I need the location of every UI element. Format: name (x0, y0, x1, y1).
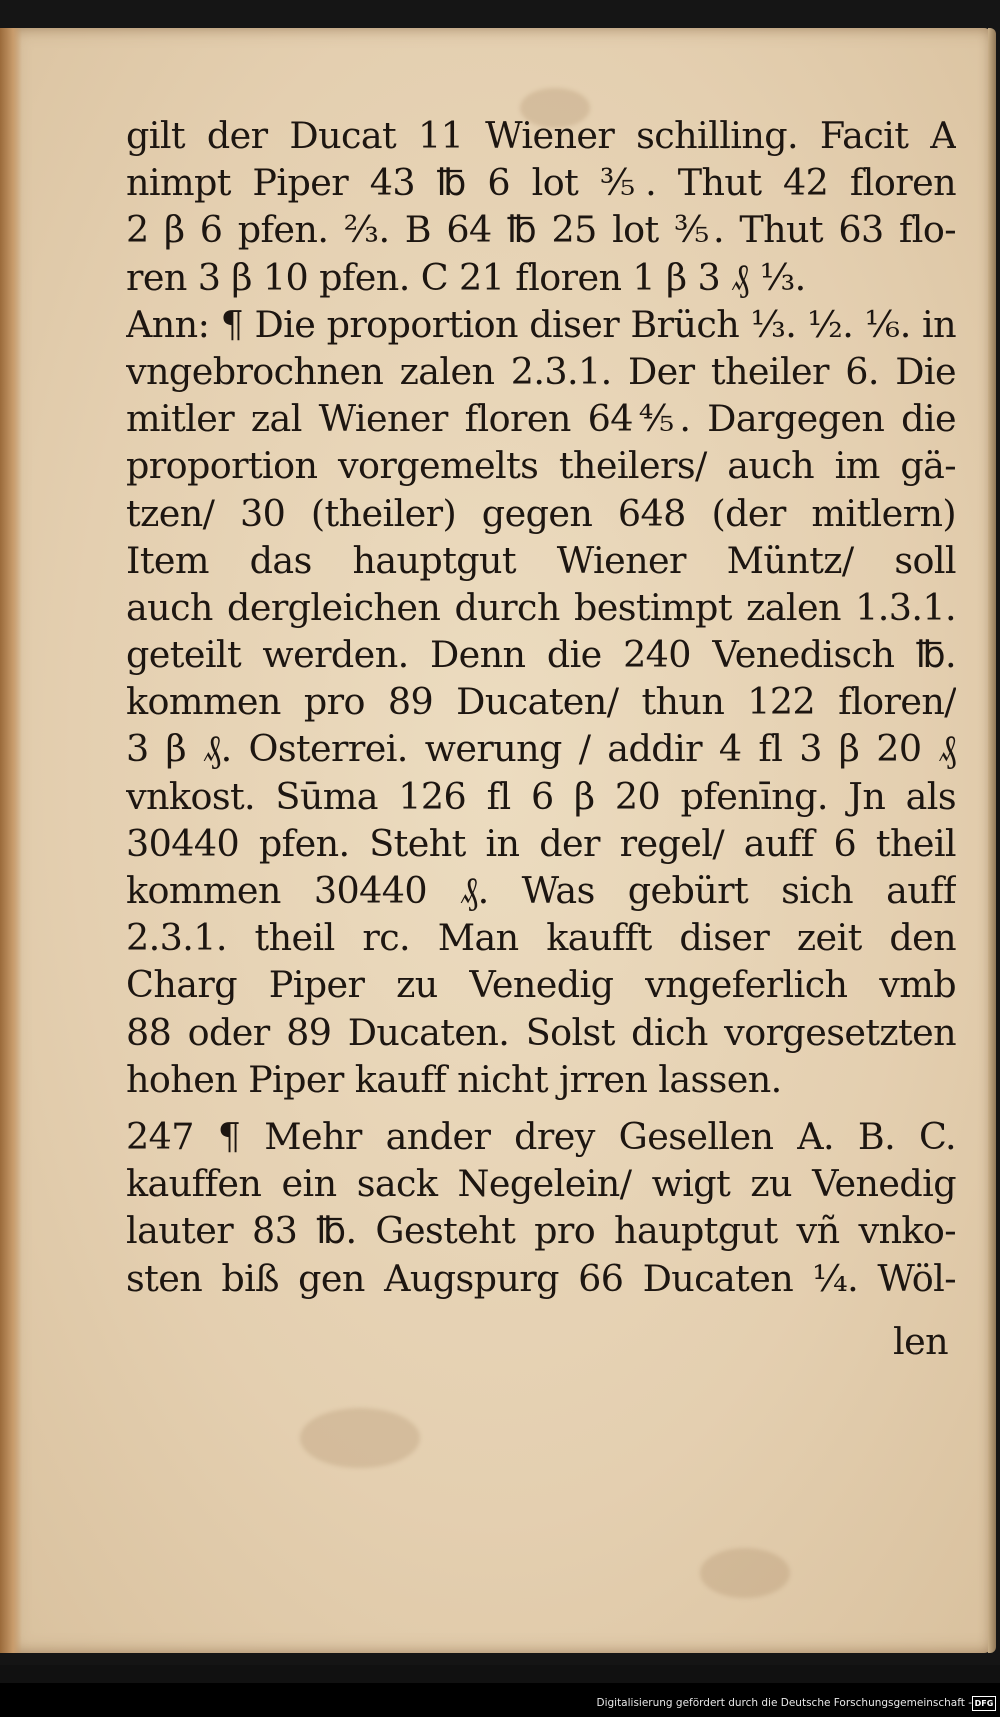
text-line: ren 3 β 10 pfen. C 21 floren 1 β 3 ₰ ⅓. (126, 255, 806, 299)
dfg-logo: DFG (972, 1696, 996, 1711)
text-line: kommen pro 89 Ducaten/ thun 122 floren/ (126, 680, 956, 724)
text-line: kommen 30440 ₰. Was gebürt sich auff (126, 869, 956, 912)
text-line: Charg Piper zu Venedig vngeferlich vmb (126, 963, 956, 1007)
text-line: 88 oder 89 Ducaten. Solst dich vorgesetzten (126, 1010, 956, 1054)
page-text (126, 112, 956, 1302)
text-line: nimpt Piper 43 ℔ 6 lot ⅗. Thut 42 floren (126, 161, 956, 205)
text-line: geteilt werden. Denn die 240 Venedisch ℔. (126, 633, 956, 677)
text-line: vnkost. Sūma 126 fl 6 β 20 pfenīng. Jn als (126, 774, 956, 818)
text-line: 3 β ₰. Osterrei. werung / addir 4 fl 3 β 20 ₰ (126, 727, 956, 771)
paper-stain (700, 1548, 790, 1598)
text-line: 30440 pfen. Steht in der regel/ auff 6 theil (126, 821, 956, 865)
text-line: sten biß gen Augspurg 66 Ducaten ¼. Wöl- (126, 1256, 956, 1300)
text-line: proportion vorgemelts theilers/ auch im gä- (126, 444, 956, 488)
text-line: 2.3.1. theil rc. Man kaufft diser zeit den (126, 916, 956, 960)
text-line: mitler zal Wiener floren 64⅘. Dargegen die (126, 397, 956, 441)
text-line: 2 β 6 pfen. ⅔. B 64 ℔ 25 lot ⅗. Thut 63 flo- (126, 208, 956, 252)
paragraph-gap (126, 1103, 956, 1113)
text-line: Ann: ¶ Die proportion diser Brüch ⅓. ½. ⅙. in (126, 302, 956, 346)
text-line: gilt der Ducat 11 Wiener schilling. Facit A (126, 114, 956, 157)
text-line: Item das hauptgut Wiener Müntz/ soll (126, 538, 956, 582)
text-line: kauffen ein sack Negelein/ wigt zu Venedig (126, 1162, 956, 1206)
text-line: tzen/ 30 (theiler) gegen 648 (der mitlern) (126, 491, 956, 535)
text-line: 247 ¶ Mehr ander drey Gesellen A. B. C. (126, 1114, 956, 1158)
text-line: vngebrochnen zalen 2.3.1. Der theiler 6. Die (126, 349, 956, 393)
page-edge (988, 28, 996, 1653)
text-line: lauter 83 ℔. Gesteht pro hauptgut vñ vnko- (126, 1209, 956, 1253)
text-line: hohen Piper kauff nicht jrren lassen. (126, 1057, 782, 1101)
catchword: len (893, 1320, 948, 1363)
text-line: auch dergleichen durch bestimpt zalen 1.3.1. (126, 585, 956, 629)
paper-stain (300, 1408, 420, 1468)
funding-credit: Digitalisierung gefördert durch die Deutsche Forschungsgemeinschaft - (596, 1697, 972, 1709)
